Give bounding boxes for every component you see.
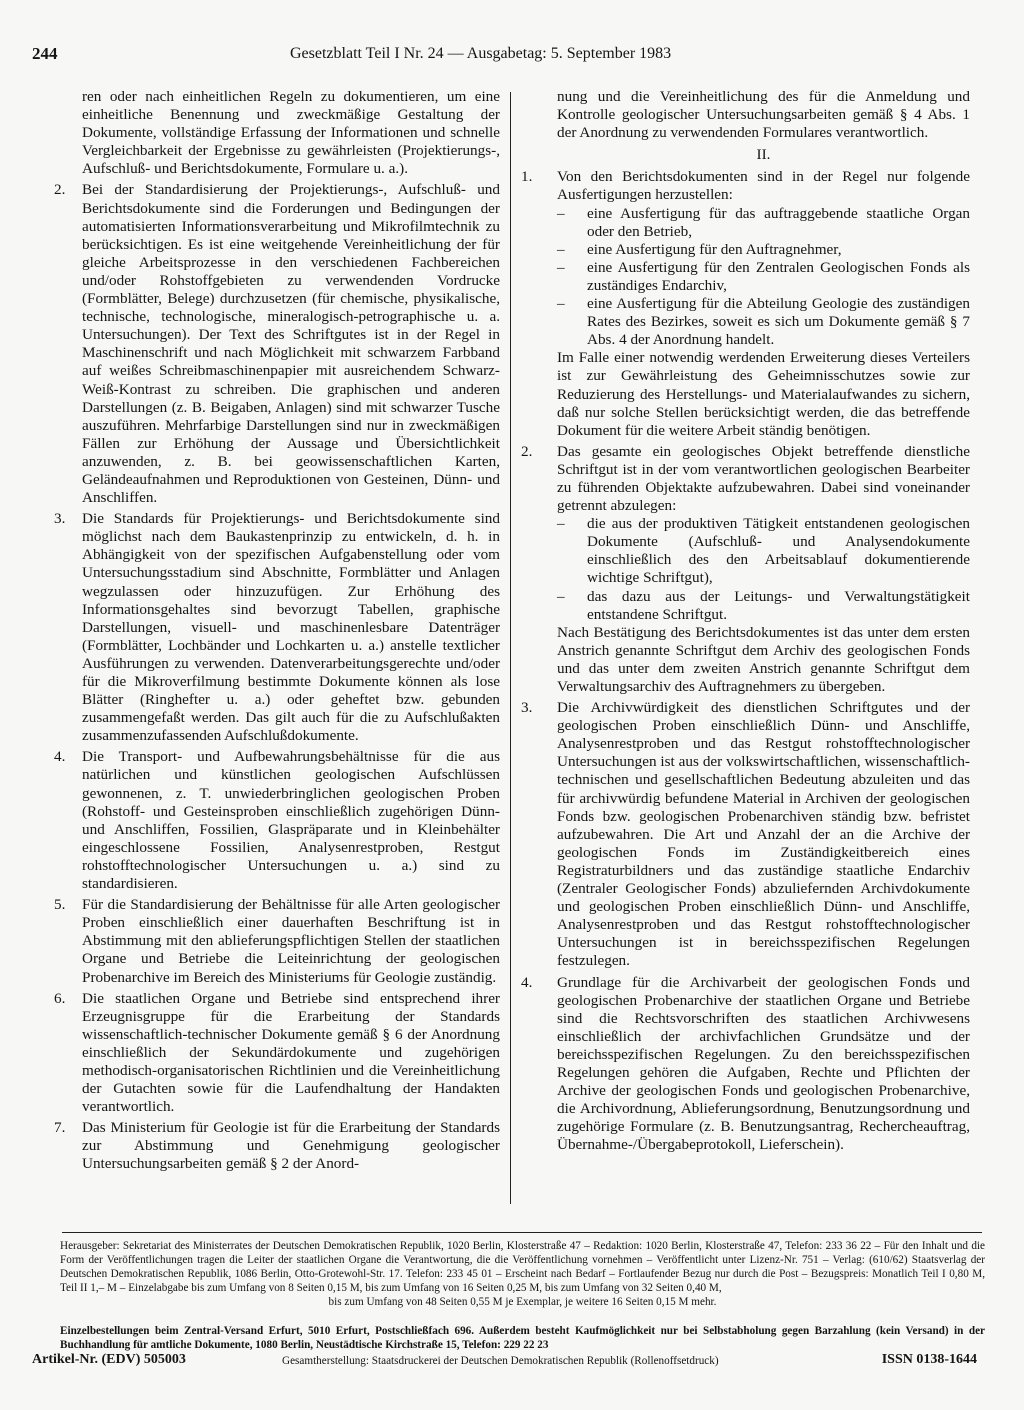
item-number: 2.	[521, 442, 533, 460]
item-number: 4.	[521, 973, 533, 991]
dash-item	[557, 295, 970, 349]
item-text: Die staatlichen Organe und Betriebe sind entsprechend ihrer Erzeugnisgruppe für die Erarbeitung der Standards wissenschaftlich-technischer Dokumente gemäß § 6 der Anordnung einschließlich der Sekundärdokumente und zugehörigen methodisch-organisatorischen Richtlinien und die Vereinheitlichung der Gutachten sowie für die Laufendhaltung der Handakten verantwortlich.	[82, 989, 500, 1116]
footer-rule	[62, 1232, 982, 1233]
dash-marker: –	[557, 295, 565, 313]
item-followup: Im Falle einer notwendig werdenden Erweiterung dieses Verteilers ist zur Gewährleistung des Geheimnisschutzes sowie zur Reduzierung des Herstellungs- und Materialaufwandes zu sichern, daß nur solche Stellen berücksichtigt werden, die das betreffende Dokument für die weitere Arbeit ständig benötigen.	[557, 349, 970, 439]
right-column	[521, 88, 970, 1154]
item-lead: Das gesamte ein geologisches Objekt betreffende dienstliche Schriftgut ist in der vom verantwortlichen geologischen Bearbeiter zu führenden Objektakte aufzubewahren. Dabei sind voneinander getrennt abzulegen:	[557, 442, 970, 515]
item-text: Das Ministerium für Geologie ist für die Erarbeitung der Standards zur Abstimmung und Genehmigung geologischer Untersuchungsarbeiten gemäß § 2 der Anord-	[82, 1119, 500, 1173]
footer-publisher-last: bis zum Umfang von 48 Seiten 0,55 M je Exemplar, je weitere 16 Seiten 0,15 M mehr.	[328, 1295, 717, 1308]
dash-text: die aus der produktiven Tätigkeit entstandenen geologischen Dokumente (Aufschluß- und Analysendokumente einschließlich des den Arbeitsablauf dokumentierende wichtige Schriftgut),	[587, 515, 970, 587]
dash-item	[557, 241, 970, 259]
list-item	[32, 181, 500, 507]
item-lead: Von den Berichtsdokumenten sind in der Regel nur folgende Ausfertigungen herzustellen:	[557, 168, 970, 204]
footer-orders: Einzelbestellungen beim Zentral-Versand Erfurt, 5010 Erfurt, Postschließfach 696. Außerdem besteht Kaufmöglichkeit nur bei Selbstabholung gegen Barzahlung (kein Versand) in der Buchhandlung für amtliche Dokumente, 1080 Berlin, Neustädtische Kirchstraße 15, Telefon: 229 22 23	[60, 1325, 985, 1351]
list-item	[521, 974, 970, 1155]
dash-text: eine Ausfertigung für den Auftragnehmer,	[587, 240, 842, 258]
list-item	[521, 168, 970, 439]
item-number: 2.	[54, 181, 66, 199]
dash-text: das dazu aus der Leitungs- und Verwaltungstätigkeit entstandene Schriftgut.	[587, 587, 970, 623]
right-intro-paragraph: nung und die Vereinheitlichung des für die Anmeldung und Kontrolle geologischer Untersuchungsarbeiten gemäß § 4 Abs. 1 der Anordnung zu verwendenden Formulares verantwortlich.	[557, 88, 970, 142]
dash-text: eine Ausfertigung für die Abteilung Geologie des zuständigen Rates des Bezirkes, soweit es sich um Dokumente gemäß § 7 Abs. 4 der Anordnung handelt.	[587, 295, 970, 349]
item-text: Grundlage für die Archivarbeit der geologischen Fonds und geologischen Probenarchive der staatlichen Organe und Betriebe sind die Rechtsvorschriften des staatlichen Archivwesens einschließlich der archivfachlichen Grundsätze und der bereichsspezifischen Regelungen. Zu den bereichsspezifischen Regelungen gehören die Aufgaben, Rechte und Pflichten der Archive der geologischen Fonds und geologischen Probenarchive, die Archivordnung, Ablieferungsordnung, Benutzungsordnung und zugehörige Formulare (z. B. Benutzungsantrag, Rechercheauftrag, Übernahme-/Übergabeprotokoll, Lieferschein).	[557, 973, 970, 1154]
running-header: Gesetzblatt Teil I Nr. 24 — Ausgabetag: 5. September 1983	[290, 45, 672, 62]
printer-credit: Gesamtherstellung: Staatsdruckerei der Deutschen Demokratischen Republik (Rollenoffsetdruck)	[282, 1355, 719, 1367]
footer-publisher: Herausgeber: Sekretariat des Ministerrates der Deutschen Demokratischen Republik, 1020 Berlin, Klosterstraße 47 – Redaktion: 1020 Berlin, Klosterstraße 47, Telefon: 233 36 22 – Für den Inhalt und die Form der Veröffentlichungen tragen die Leiter der staatlichen Organe die Verantwortung, die die Veröffentlichung vornehmen – Veröffentlicht unter Lizenz-Nr. 751 – Verlag: (610/62) Staatsverlag der Deutschen Demokratischen Republik, 1086 Berlin, Otto-Grotewohl-Str. 17. Telefon: 233 45 01 – Erscheint nach Bedarf – Fortlaufender Bezug nur durch die Post – Bezugspreis: Monatlich Teil I 0,80 M, Teil II 1,– M – Einzelabgabe bis zum Umfang von 8 Seiten 0,15 M, bis zum Umfang von 16 Seiten 0,25 M, bis zum Umfang von 32 Seiten 0,40 M,	[60, 1240, 985, 1294]
item-text: Bei der Standardisierung der Projektierungs-, Aufschluß- und Berichtsdokumente sind die Forderungen und Bedingungen der automatisierten Informationsverarbeitung und Mikrofilmtechnik zu berücksichtigen. Es ist eine weitgehende Vereinheitlichung der für gleiche Arbeitsprozesse in den verschiedenen Fachbereichen und/oder Rohstoffgebieten zu verwendenden Vordrucke (Formblätter, Belege) durchzusetzen (für chemische, physikalische, technische, technologische, mineralogisch-petrographische u. a. Untersuchungen). Der Text des Schriftgutes ist in der Regel in Maschinenschrift und nach Möglichkeit mit schwarzem Farbband auf weißes Schreibmaschinenpapier mit ausreichendem Schwarz-Weiß-Kontrast zu schreiben. Die graphischen und anderen Darstellungen (z. B. Beigaben, Anlagen) sind mit schwarzer Tusche auszuführen. Mehrfarbige Darstellungen sind nur in zweckmäßigen Fällen zur Erhöhung der Aussage und Übersichtlichkeit anzuwenden, z. B. bei geowissenschaftlichen Karten, Geländeaufnahmen und Reproduktionen von Gesteinen, Dünn- und Anschliffen.	[82, 181, 500, 507]
dash-marker: –	[557, 204, 565, 222]
item-number: 4.	[54, 748, 66, 766]
footer-imprint	[60, 1240, 985, 1310]
issn: ISSN 0138-1644	[881, 1352, 977, 1367]
dash-item	[557, 259, 970, 295]
item-number: 3.	[54, 510, 66, 528]
dash-item	[557, 205, 970, 241]
item-number: 3.	[521, 699, 533, 717]
page-number: 244	[32, 44, 58, 63]
dash-marker: –	[557, 587, 565, 605]
dash-item	[557, 588, 970, 624]
item-number: 1.	[521, 168, 533, 186]
list-item	[32, 1119, 500, 1173]
dash-item	[557, 515, 970, 587]
footer-bottom-line	[32, 1353, 977, 1369]
item-number: 6.	[54, 989, 66, 1007]
column-divider	[510, 92, 511, 1204]
dash-marker: –	[557, 240, 565, 258]
list-item	[32, 748, 500, 893]
left-column	[32, 88, 500, 1174]
article-number: Artikel-Nr. (EDV) 505003	[32, 1352, 186, 1367]
section-heading: II.	[756, 146, 771, 164]
item-text: Die Transport- und Aufbewahrungsbehältnisse für die aus natürlichen und künstlichen geologischen Aufschlüssen gewonnenen, z. T. unwiederbringlichen geologischen Proben (Rohstoff- und Gesteinsproben einschließlich zugehörigen Dünn- und Anschliffen, Fossilien, Glaspräparate und in Kleinbehälter eingeschlossene Fossilien, Analysenrestproben, Restgut rohstofftechnologischer Untersuchungen u. a.) sind zu standardisieren.	[82, 748, 500, 893]
item-text: Die Standards für Projektierungs- und Berichtsdokumente sind möglichst nach dem Baukastenprinzip zu entwickeln, d. h. in Abhängigkeit von der spezifischen Aufgabenstellung oder vom Untersuchungsstadium sind Abschnitte, Formblätter und Anlagen wegzulassen oder hinzuzufügen. Zur Erhöhung des Informationsgehaltes sind bevorzugt Tabellen, graphische Darstellungen, visuell- und maschinenlesbare Datenträger (Formblätter, Lochbänder und Lochkarten u. a.) anstelle textlicher Ausführungen zu verwenden. Datenverarbeitungsgerechte und/oder für die Mikroverfilmung bestimmte Dokumente können als lose Blätter (Ringhefter u. a.) oder geheftet bzw. gebunden zusammengefaßt werden. Das gilt auch für die zu Aufschlußakten zusammenzufassenden Aufschlußdokumente.	[82, 510, 500, 745]
dash-marker: –	[557, 258, 565, 276]
item-number: 5.	[54, 896, 66, 914]
item-followup: Nach Bestätigung des Berichtsdokumentes ist das unter dem ersten Anstrich genannte Schriftgut dem Archiv des geologischen Fonds und das unter dem zweiten Anstrich genannte Schriftgut dem Verwaltungsarchiv des Auftragnehmers zu übergeben.	[557, 623, 970, 695]
item-text: Für die Standardisierung der Behältnisse für alle Arten geologischer Proben einschließlich einer dauerhaften Beschriftung ist in Abstimmung mit den ablieferungspflichtigen Stellen der staatlichen Organe und Betriebe die Leiteinrichtung der geologischen Probenarchive im Bereich des Ministeriums für Geologie zuständig.	[82, 896, 500, 986]
left-intro-paragraph: ren oder nach einheitlichen Regeln zu dokumentieren, um eine einheitliche Benennung und zweckmäßige Gestaltung der Dokumente, vollständige Erfassung der Informationen und schnelle Vergleichbarkeit der Ergebnisse zu gewährleisten (Projektierungs-, Aufschluß- und Berichtsdokumente, Formulare u. a.).	[82, 88, 500, 178]
item-text: Die Archivwürdigkeit des dienstlichen Schriftgutes und der geologischen Proben einschließlich Dünn- und Anschliffe, Analysenrestproben und das Restgut rohstofftechnologischer Untersuchungen ist aus der volkswirtschaftlichen, wissenschaftlich-technischen und gesellschaftlichen Bedeutung abzuleiten und das für archivwürdig befundene Material in Archiven der geologischen Fonds bzw. geologischen Probenarchiven ständig bzw. befristet aufzubewahren. Die Art und Anzahl der an die Archive der geologischen Fonds im Zuständigkeitbereich eines Registraturbildners und das zuständige staatliche Endarchiv (Zentraler Geologischer Fonds) abzuliefernden Archivdokumente und geologischen Proben einschließlich Dünn- und Anschliffe, Analysenrestproben und das Restgut rohstofftechnologischer Untersuchungen ist in bereichsspezifischen Regelungen festzulegen.	[557, 699, 970, 970]
item-number: 7.	[54, 1119, 66, 1137]
list-item	[32, 990, 500, 1117]
dash-text: eine Ausfertigung für das auftraggebende staatliche Organ oder den Betrieb,	[587, 204, 970, 240]
list-item	[32, 896, 500, 986]
list-item	[32, 510, 500, 745]
dash-marker: –	[557, 515, 565, 533]
list-item	[521, 699, 970, 970]
dash-text: eine Ausfertigung für den Zentralen Geologischen Fonds als zuständiges Endarchiv,	[587, 258, 970, 294]
list-item	[521, 443, 970, 696]
